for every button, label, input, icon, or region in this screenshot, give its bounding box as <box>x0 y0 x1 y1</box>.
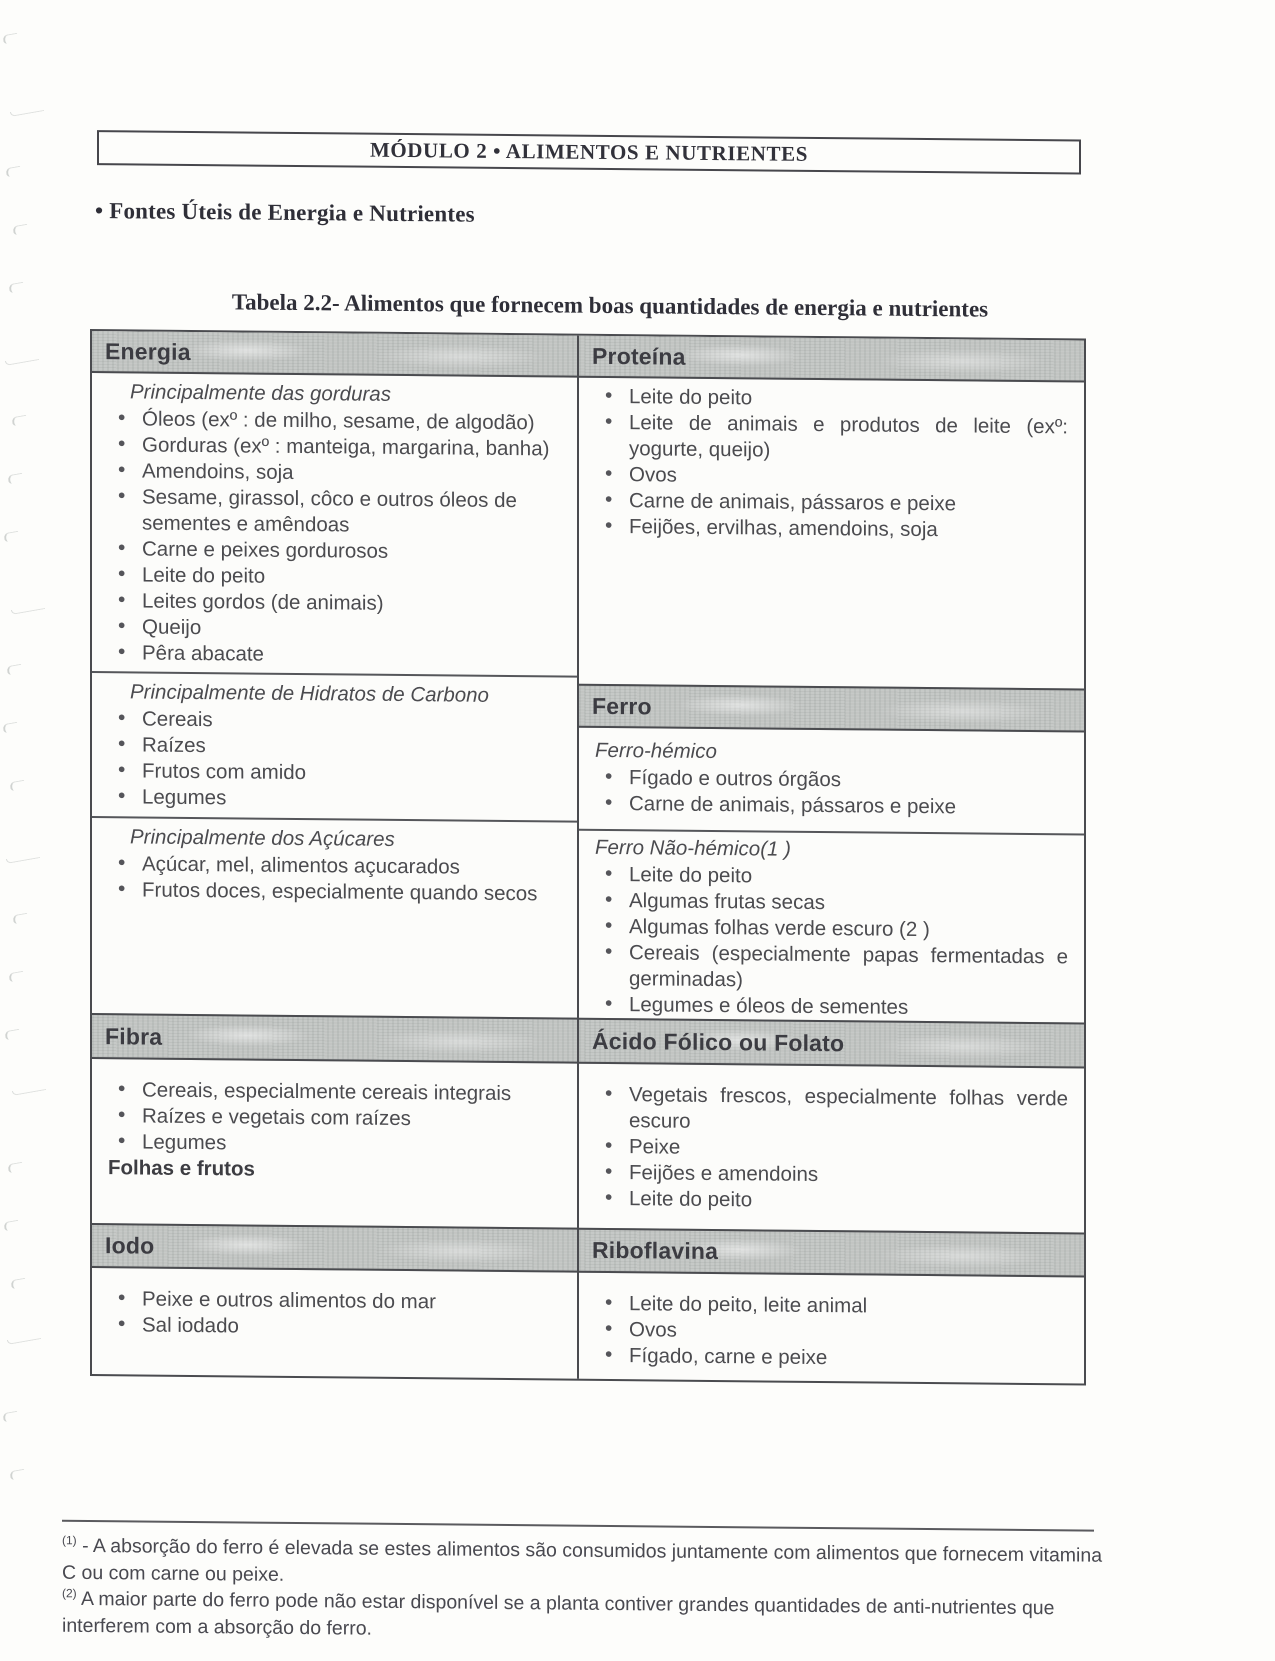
list-item: • Feijões e amendoins <box>593 1160 1074 1191</box>
list-item: • Carne de animais, pássaros e peixe <box>593 488 1074 519</box>
nutrients-table <box>90 329 1086 1386</box>
subheading-hidratos: Principalmente de Hidratos de Carbono <box>130 680 489 707</box>
list-item: • Leite do peito <box>106 562 567 592</box>
header-energia-label: Energia <box>105 337 191 365</box>
footnote-2-text: A maior parte do ferro pode não estar disponível se a planta contiver grandes quantidades de anti-nutrientes que interferem com a absorção do ferro. <box>62 1587 1055 1640</box>
cell-iodo <box>92 1268 577 1379</box>
module-header-box <box>97 130 1081 174</box>
list-riboflavina <box>593 1291 1074 1374</box>
list-item: • Cereais <box>106 706 567 736</box>
header-iodo <box>92 1223 577 1273</box>
cell-proteina <box>579 378 1084 689</box>
subheading-ferro-hemico: Ferro-hémico <box>595 738 717 764</box>
list-item: • Amendoins, soja <box>106 458 567 488</box>
header-fibra-label: Fibra <box>105 1022 163 1050</box>
list-item: • Leite do peito <box>593 862 1074 893</box>
list-item: • Cereais, especialmente cereais integrais <box>106 1077 567 1107</box>
list-ferro-nao-hemico <box>593 862 1074 1023</box>
list-item: • Óleos (exº : de milho, sesame, de algodão) <box>106 406 567 436</box>
footnote-2-marker: (2) <box>62 1586 77 1601</box>
list-item: • Carne e peixes gordurosos <box>106 536 567 566</box>
header-proteina-label: Proteína <box>592 342 686 370</box>
list-item: • Feijões, ervilhas, amendoins, soja <box>593 514 1074 545</box>
list-item: • Cereais (especialmente papas fermentadas e germinadas) <box>593 940 1074 997</box>
list-item: • Sal iodado <box>106 1312 567 1342</box>
cell-riboflavina <box>579 1273 1084 1384</box>
list-item: • Fígado e outros órgãos <box>593 765 1074 796</box>
list-item: • Queijo <box>106 614 567 644</box>
list-item: • Frutos doces, especialmente quando secos <box>106 877 567 907</box>
footnote-2 <box>62 1586 1117 1649</box>
header-iodo-label: Iodo <box>105 1232 155 1259</box>
list-item: • Fígado, carne e peixe <box>593 1343 1074 1374</box>
footnotes <box>62 1533 1117 1649</box>
list-item: • Leites gordos (de animais) <box>106 588 567 618</box>
list-item: • Açúcar, mel, alimentos açucarados <box>106 851 567 881</box>
list-energia-hidratos <box>106 706 567 814</box>
header-acido-folico-label: Ácido Fólico ou Folato <box>592 1027 845 1056</box>
subheading-gorduras: Principalmente das gorduras <box>130 380 391 406</box>
footnote-1-text: - A absorção do ferro é elevada se estes alimentos são consumidos juntamente com alimentos que fornecem vitamina C ou com carne ou peixe. <box>62 1534 1103 1586</box>
list-item: • Pêra abacate <box>106 640 567 670</box>
subheading-acucares: Principalmente dos Açúcares <box>130 825 395 851</box>
table-column-right <box>579 336 1084 1384</box>
list-energia-acucares <box>106 851 567 907</box>
cell-energia-gorduras <box>92 373 577 676</box>
cell-acido-folico <box>579 1064 1084 1233</box>
list-item: • Leite do peito, leite animal <box>593 1291 1074 1322</box>
list-item: • Leite do peito <box>593 1186 1074 1217</box>
list-item: • Legumes <box>106 1129 567 1159</box>
cell-ferro-nao-hemico <box>579 829 1084 1023</box>
list-item: • Vegetais frescos, especialmente folhas verde escuro <box>593 1082 1074 1139</box>
cell-energia-acucares <box>92 816 577 1018</box>
list-iodo <box>106 1286 567 1342</box>
header-acido-folico <box>579 1018 1084 1069</box>
header-riboflavina-label: Riboflavina <box>592 1236 719 1265</box>
list-item: • Sesame, girassol, côco e outros óleos de sementes e amêndoas <box>106 484 567 540</box>
list-proteina <box>593 384 1074 545</box>
cell-fibra <box>92 1059 577 1228</box>
header-ferro <box>579 684 1084 733</box>
list-item: • Raízes e vegetais com raízes <box>106 1103 567 1133</box>
cell-ferro-hemico <box>579 728 1084 834</box>
list-item: • Frutos com amido <box>106 758 567 788</box>
list-item: • Ovos <box>593 1317 1074 1348</box>
list-item: • Algumas folhas verde escuro (2 ) <box>593 914 1074 945</box>
list-item: • Leite de animais e produtos de leite (exº: yogurte, queijo) <box>593 410 1074 467</box>
list-item: • Raízes <box>106 732 567 762</box>
list-fibra <box>106 1077 567 1159</box>
subheading-ferro-nao-hemico: Ferro Não-hémico(1 ) <box>595 835 791 861</box>
header-fibra <box>92 1013 577 1064</box>
list-energia-gorduras <box>106 406 567 670</box>
header-ferro-label: Ferro <box>592 692 652 719</box>
list-acido-folico <box>593 1082 1074 1217</box>
footnote-1-marker: (1) <box>62 1533 77 1548</box>
section-heading: • Fontes Úteis de Energia e Nutrientes <box>95 198 475 227</box>
list-item: • Leite do peito <box>593 384 1074 415</box>
table-title: Tabela 2.2- Alimentos que fornecem boas quantidades de energia e nutrientes <box>231 289 989 322</box>
fibra-footer-line: Folhas e frutos <box>108 1156 255 1181</box>
header-riboflavina <box>579 1228 1084 1278</box>
footnote-divider <box>62 1520 1094 1532</box>
list-ferro-hemico <box>593 765 1074 822</box>
table-column-left <box>92 331 579 1379</box>
list-item: • Algumas frutas secas <box>593 888 1074 919</box>
list-item: • Peixe <box>593 1134 1074 1165</box>
list-item: • Legumes <box>106 784 567 814</box>
module-header-title: MÓDULO 2 • ALIMENTOS E NUTRIENTES <box>369 137 809 166</box>
header-energia <box>92 331 577 378</box>
cell-energia-hidratos <box>92 671 577 821</box>
list-item: • Gorduras (exº : manteiga, margarina, banha) <box>106 432 567 462</box>
list-item: • Ovos <box>593 462 1074 493</box>
list-item: • Carne de animais, pássaros e peixe <box>593 791 1074 822</box>
header-proteina <box>579 336 1084 383</box>
list-item: • Peixe e outros alimentos do mar <box>106 1286 567 1316</box>
list-item: • Legumes e óleos de sementes <box>593 992 1074 1023</box>
